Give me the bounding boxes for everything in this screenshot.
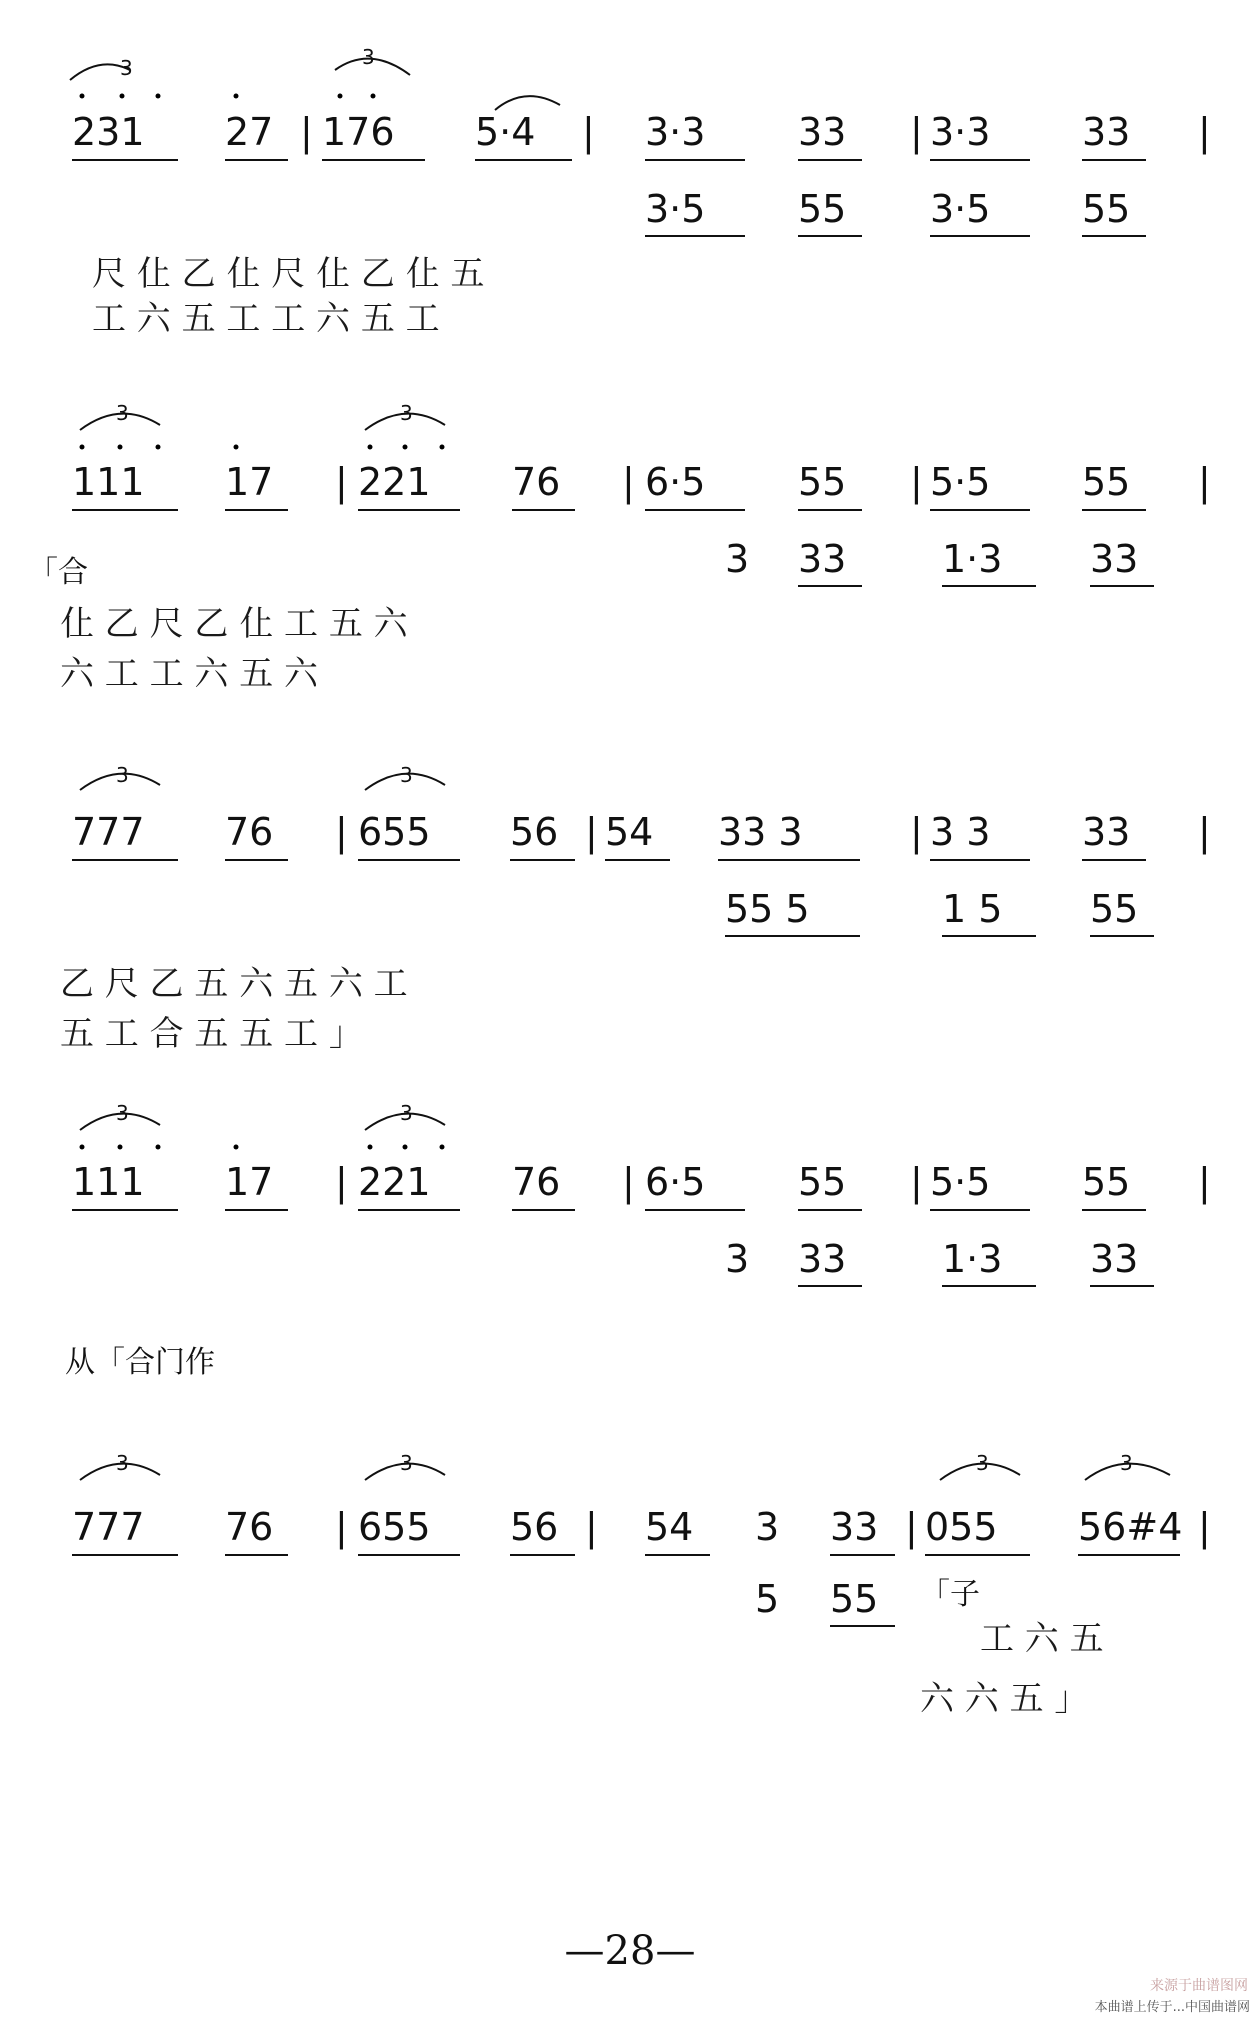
gongche-3-bottom: 五 工 合 五 五 工 」 (60, 1014, 363, 1054)
gongche-5-bottom: 六 六 五 」 (920, 1679, 1089, 1719)
barline: | (1198, 110, 1211, 154)
gongche-3-top: 乙 尺 乙 五 六 五 六 工 (60, 964, 408, 1004)
melody-5-g: 33 (830, 1505, 879, 1549)
barline: | (910, 460, 923, 504)
barline: | (910, 110, 923, 154)
melody-1-h: 33 (1082, 110, 1131, 154)
barline: | (1198, 1505, 1211, 1549)
melody-2-d: 76 (512, 460, 561, 504)
melody-4-e: 6·5 (645, 1160, 706, 1204)
harmony-4-d: 33 (1090, 1237, 1139, 1281)
melody-5-c: 655 (358, 1505, 431, 1549)
barline: | (335, 810, 348, 854)
melody-4-g: 5·5 (930, 1160, 991, 1204)
barline: | (910, 810, 923, 854)
staff-row-2 (28, 401, 1211, 694)
harmony-2-c: 1·3 (942, 537, 1003, 581)
melody-1-g: 3·3 (930, 110, 991, 154)
melody-5-e: 54 (645, 1505, 694, 1549)
svg-text:3: 3 (400, 401, 413, 425)
harmony-3-c: 55 (1090, 887, 1139, 931)
barline: | (335, 460, 348, 504)
barline: | (1198, 810, 1211, 854)
staff-row-5 (72, 1451, 1211, 1719)
page-number: —28— (564, 1928, 696, 1974)
melody-3-h: 33 (1082, 810, 1131, 854)
melody-2-e: 6·5 (645, 460, 706, 504)
melody-1-e: 3·3 (645, 110, 706, 154)
melody-4-f: 55 (798, 1160, 847, 1204)
melody-4-a: 111 (72, 1160, 145, 1204)
svg-text:3: 3 (116, 401, 129, 425)
melody-3-c: 655 (358, 810, 431, 854)
harmony-4-b: 33 (798, 1237, 847, 1281)
harmony-2-b: 33 (798, 537, 847, 581)
melody-4-b: 17 (225, 1160, 274, 1204)
melody-3-g: 3 3 (930, 810, 991, 854)
melody-2-a: 111 (72, 460, 145, 504)
melody-1-c: 176 (322, 110, 395, 154)
svg-text:3: 3 (116, 1451, 129, 1475)
melody-2-c: 221 (358, 460, 431, 504)
melody-4-d: 76 (512, 1160, 561, 1204)
melody-2-f: 55 (798, 460, 847, 504)
section-mark: 「子 (920, 1577, 980, 1612)
harmony-3-b: 1 5 (942, 887, 1003, 931)
section-mark: 「合 (28, 555, 88, 590)
svg-text:3: 3 (400, 1451, 413, 1475)
harmony-1-a: 3·5 (645, 187, 706, 231)
svg-text:3: 3 (400, 1101, 413, 1125)
barline: | (910, 1160, 923, 1204)
gongche-1-bottom: 工 六 五 工 工 六 五 工 (92, 299, 440, 339)
melody-5-h: 055 (925, 1505, 998, 1549)
harmony-4-a: 3 (725, 1237, 750, 1281)
harmony-5-a: 5 (755, 1577, 780, 1621)
barline: | (585, 810, 598, 854)
svg-text:3: 3 (362, 45, 375, 69)
melody-3-d: 56 (510, 810, 559, 854)
barline: | (335, 1160, 348, 1204)
staff-row-1 (70, 45, 1211, 339)
melody-2-g: 5·5 (930, 460, 991, 504)
footer-note: 本曲谱上传于...中国曲谱网 (1094, 2000, 1250, 2015)
melody-2-h: 55 (1082, 460, 1131, 504)
melody-3-b: 76 (225, 810, 274, 854)
harmony-2-d: 33 (1090, 537, 1139, 581)
harmony-1-b: 55 (798, 187, 847, 231)
svg-text:3: 3 (120, 56, 133, 80)
svg-text:3: 3 (116, 1101, 129, 1125)
melody-1-f: 33 (798, 110, 847, 154)
gongche-1-top: 尺 仩 乙 仩 尺 仩 乙 仩 五 (92, 254, 485, 294)
harmony-3-a: 55 5 (725, 887, 810, 931)
melody-3-e: 54 (605, 810, 654, 854)
svg-text:3: 3 (976, 1451, 989, 1475)
melody-1-d: 5·4 (475, 110, 536, 154)
svg-text:3: 3 (116, 763, 129, 787)
harmony-5-b: 55 (830, 1577, 879, 1621)
melody-5-b: 76 (225, 1505, 274, 1549)
melody-5-f: 3 (755, 1505, 780, 1549)
melody-5-a: 777 (72, 1505, 145, 1549)
barline: | (335, 1505, 348, 1549)
instruction-note: 从「合门作 (65, 1345, 215, 1380)
gongche-2-top: 仩 乙 尺 乙 仩 工 五 六 (60, 604, 408, 644)
barline: | (582, 110, 595, 154)
barline: | (300, 110, 313, 154)
melody-1-b: 27 (225, 110, 274, 154)
melody-3-f: 33 3 (718, 810, 803, 854)
source-logo: 来源于曲谱图网 (1150, 1978, 1248, 1994)
melody-4-h: 55 (1082, 1160, 1131, 1204)
barline: | (622, 1160, 635, 1204)
barline: | (1198, 460, 1211, 504)
svg-text:3: 3 (400, 763, 413, 787)
harmony-1-c: 3·5 (930, 187, 991, 231)
gongche-2-bottom: 六 工 工 六 五 六 (60, 654, 319, 694)
melody-4-c: 221 (358, 1160, 431, 1204)
melody-5-d: 56 (510, 1505, 559, 1549)
melody-3-a: 777 (72, 810, 145, 854)
staff-row-4 (65, 1101, 1211, 1380)
barline: | (622, 460, 635, 504)
gongche-5-top: 工 六 五 (980, 1619, 1104, 1659)
svg-text:3: 3 (1120, 1451, 1133, 1475)
harmony-4-c: 1·3 (942, 1237, 1003, 1281)
staff-row-3 (60, 763, 1211, 1054)
melody-1-a: 231 (72, 110, 145, 154)
melody-2-b: 17 (225, 460, 274, 504)
barline: | (1198, 1160, 1211, 1204)
harmony-2-a: 3 (725, 537, 750, 581)
barline: | (585, 1505, 598, 1549)
harmony-1-d: 55 (1082, 187, 1131, 231)
melody-5-i: 56#4 (1078, 1505, 1183, 1549)
barline: | (905, 1505, 918, 1549)
